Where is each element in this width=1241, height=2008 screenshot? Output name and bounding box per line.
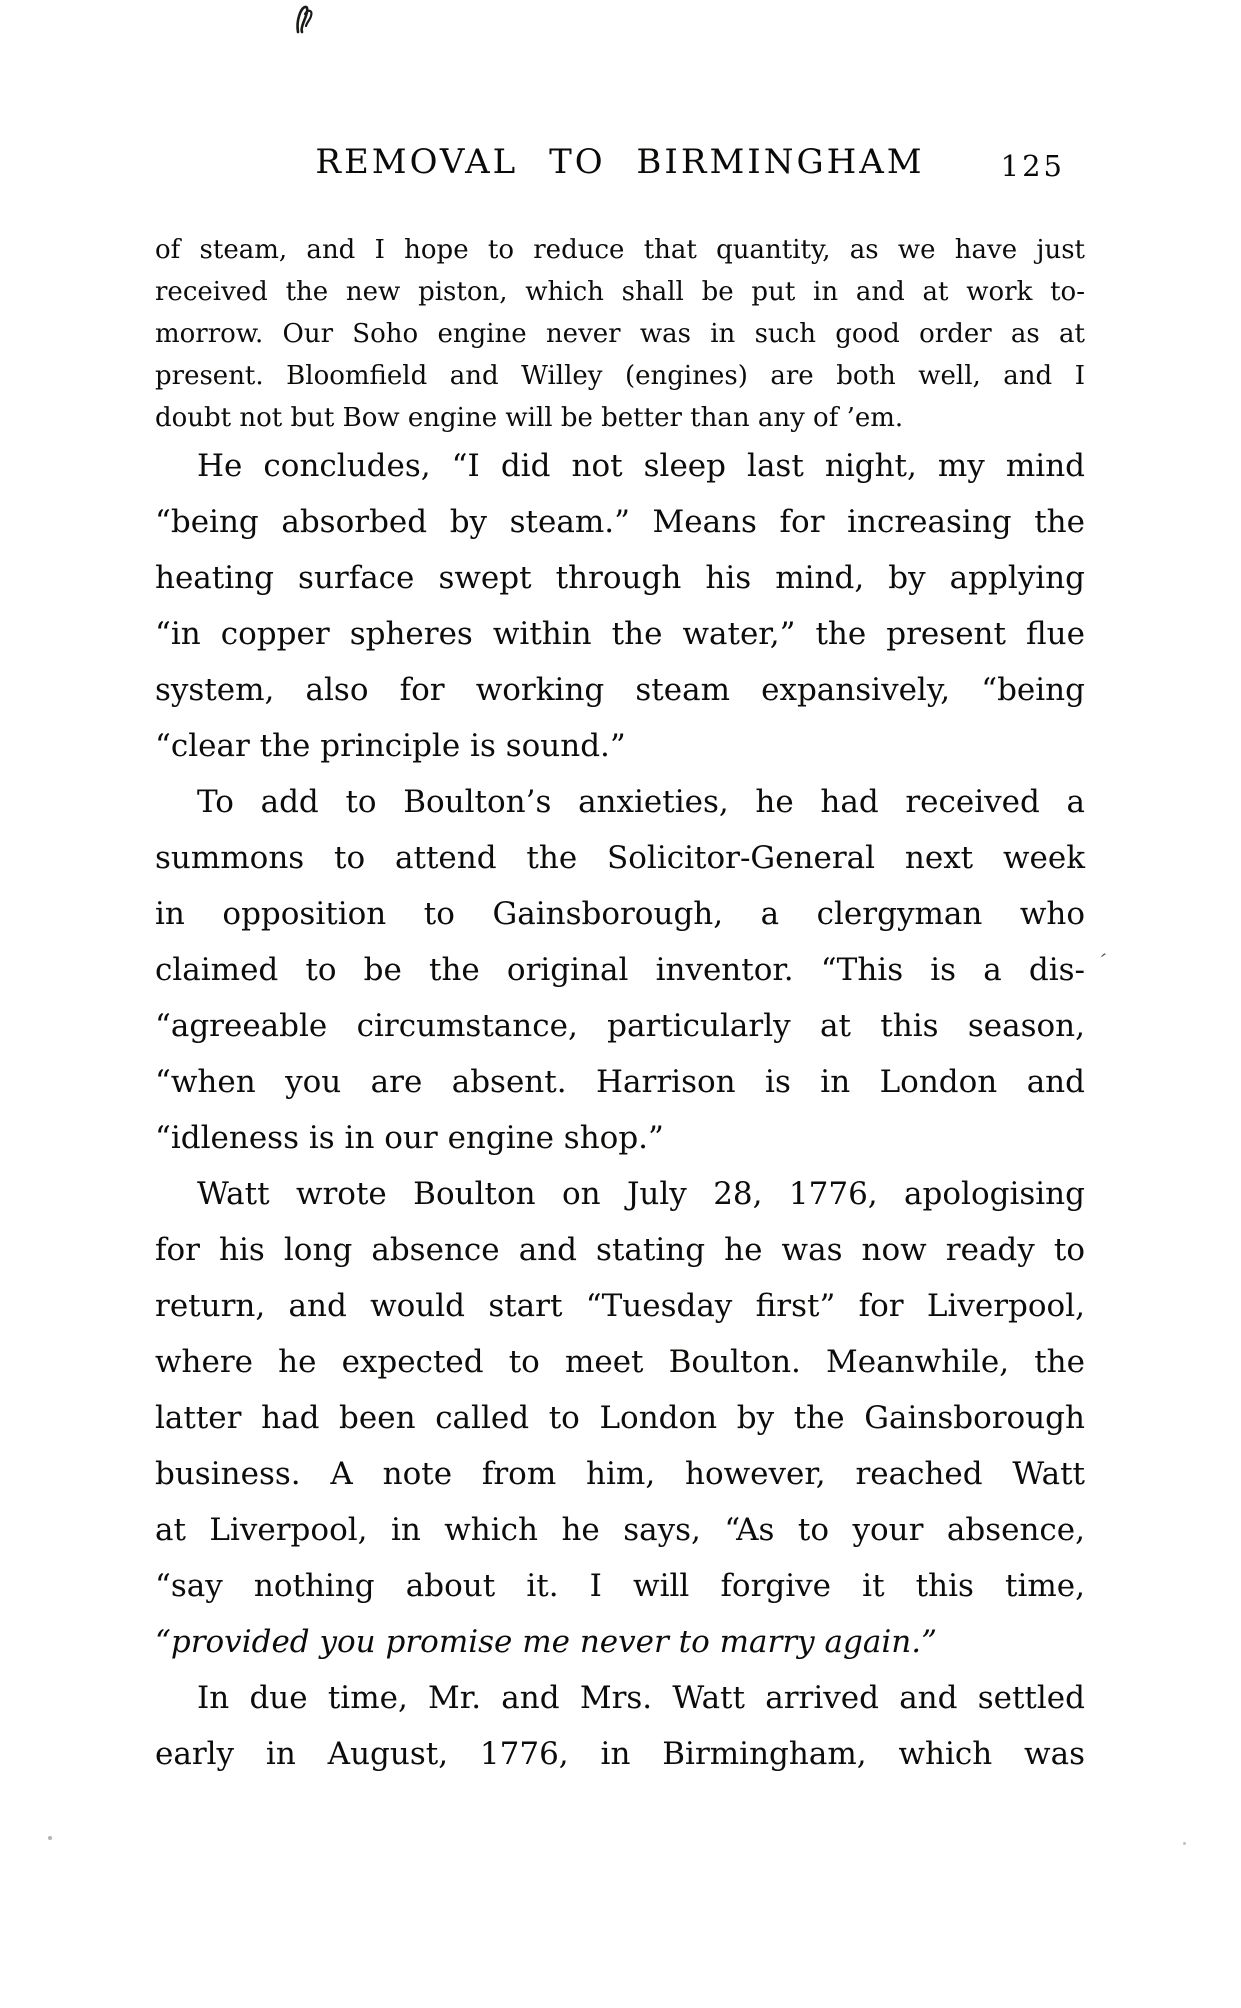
text-line: “when you are absent. Harrison is in London and (155, 1064, 1085, 1100)
text-line: To add to Boulton’s anxieties, he had received a (197, 784, 1085, 820)
page-title: REMOVAL TO BIRMINGHAM (315, 142, 925, 182)
paragraph (155, 1166, 1085, 1670)
text-line: “being absorbed by steam.” Means for increasing the (155, 504, 1085, 540)
paragraph (155, 1670, 1085, 1782)
paragraph (155, 774, 1085, 1166)
text-line: heating surface swept through his mind, by applying (155, 560, 1085, 596)
stray-apostrophe-mark: ´ (1093, 949, 1109, 975)
paragraph (155, 438, 1085, 774)
text-line: early in August, 1776, in Birmingham, which was (155, 1736, 1085, 1772)
text-line: doubt not but Bow engine will be better than any of ’em. (155, 403, 904, 433)
body-text (155, 438, 1085, 1782)
text-line: morrow. Our Soho engine never was in such good order as at (155, 319, 1085, 349)
text-line: “agreeable circumstance, particularly at this season, (155, 1008, 1085, 1044)
text-line: claimed to be the original inventor. “This is a dis- (155, 952, 1085, 988)
text-line: He concludes, “I did not sleep last night, my mind (197, 448, 1085, 484)
text-line: for his long absence and stating he was now ready to (155, 1232, 1085, 1268)
text-line: Watt wrote Boulton on July 28, 1776, apologising (197, 1176, 1085, 1212)
text-line: of steam, and I hope to reduce that quantity, as we have just (155, 235, 1085, 265)
text-line: “in copper spheres within the water,” the present flue (155, 616, 1085, 652)
text-line: “say nothing about it. I will forgive it this time, (155, 1568, 1085, 1604)
text-line: system, also for working steam expansively, “being (155, 672, 1085, 708)
text-line: received the new piston, which shall be put in and at work to- (155, 277, 1085, 307)
text-line: “idleness is in our engine shop.” (155, 1120, 664, 1156)
scan-speck-left (48, 1836, 52, 1840)
text-line: “clear the principle is sound.” (155, 728, 626, 764)
ink-smudge-icon (294, 4, 316, 36)
text-line: latter had been called to London by the Gainsborough (155, 1400, 1085, 1436)
scan-speck-right (1183, 1842, 1186, 1845)
text-line: summons to attend the Solicitor-General next week (155, 840, 1085, 876)
text-line: “provided you promise me never to marry again.” (155, 1624, 937, 1660)
running-header (155, 142, 1085, 192)
text-line: present. Bloomfield and Willey (engines) are both well, and I (155, 361, 1085, 391)
text-line: return, and would start “Tuesday first” for Liverpool, (155, 1288, 1085, 1324)
text-line: at Liverpool, in which he says, “As to your absence, (155, 1512, 1085, 1548)
block-quote (155, 229, 1085, 439)
text-line: In due time, Mr. and Mrs. Watt arrived and settled (197, 1680, 1085, 1716)
text-line: in opposition to Gainsborough, a clergyman who (155, 896, 1085, 932)
text-line: business. A note from him, however, reached Watt (155, 1456, 1085, 1492)
page-number: 125 (1000, 149, 1065, 183)
text-line: where he expected to meet Boulton. Meanwhile, the (155, 1344, 1085, 1380)
